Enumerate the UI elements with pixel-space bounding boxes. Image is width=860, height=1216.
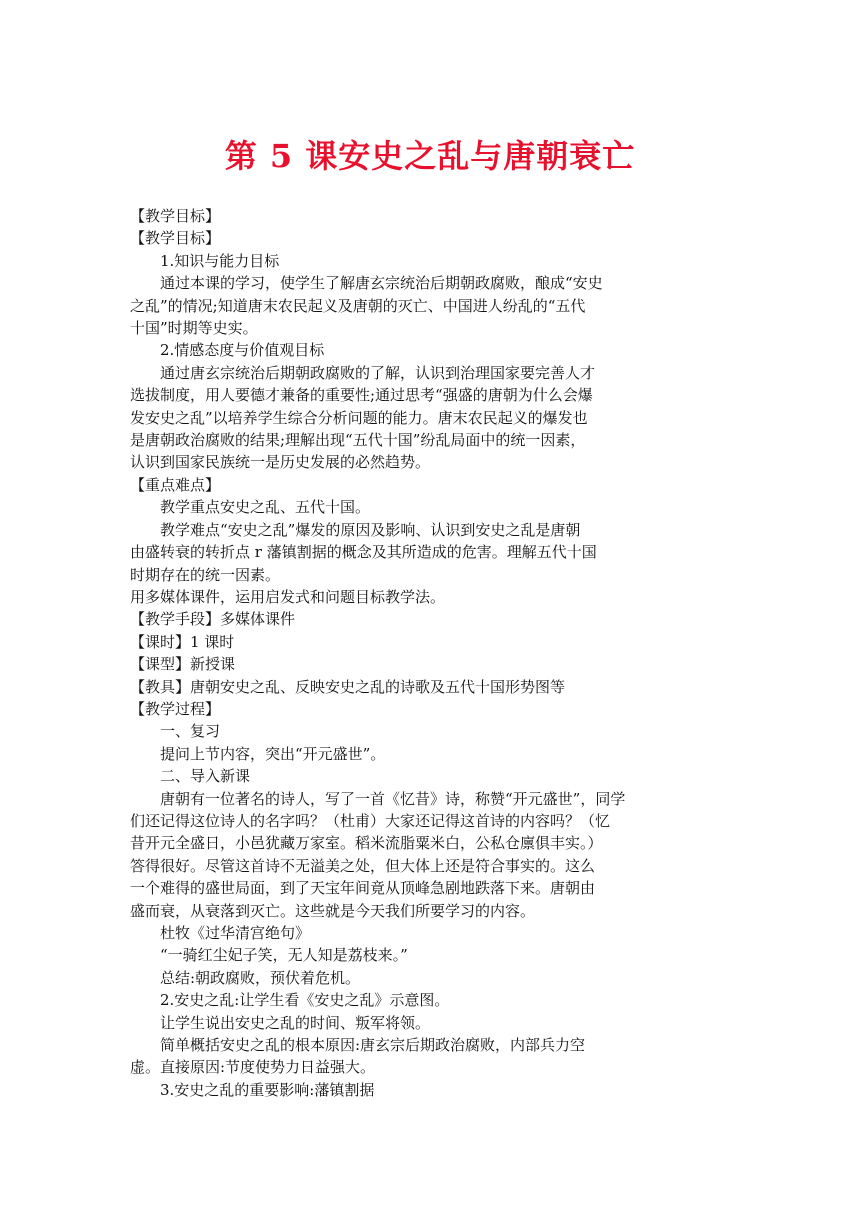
- text-line: 2.安史之乱:让学生看《安史之乱》示意图。: [160, 991, 450, 1010]
- text-line: “一骑红尘妃子笑，无人知是荔枝来。”: [160, 946, 408, 965]
- text-line: 总结:朝政腐败，预伏着危机。: [160, 968, 361, 987]
- text-line: 【教学过程】: [130, 699, 221, 718]
- text-line: 们还记得这位诗人的名字吗？（杜甫）大家还记得这首诗的内容吗？（忆: [130, 811, 611, 830]
- text-line: 十国”时期等史实。: [130, 319, 258, 338]
- text-line: 一、复习: [160, 722, 221, 741]
- text-line: 之乱”的情况;知道唐末农民起义及唐朝的灭亡、中国进人纷乱的“五代: [130, 296, 586, 315]
- text-line: 教学难点“安史之乱”爆发的原因及影响、认识到安史之乱是唐朝: [160, 520, 581, 539]
- document-body: [130, 205, 730, 1101]
- text-line: 盛而衰，从衰落到灭亡。这些就是今天我们所要学习的内容。: [130, 901, 536, 920]
- text-line: 昔开元全盛日，小邑犹藏万家室。稻米流脂粟米白，公私仓廪俱丰实。）: [130, 834, 603, 853]
- document-title: 第 5 课安史之乱与唐朝衰亡: [224, 137, 636, 175]
- text-line: 【重点难点】: [130, 475, 221, 494]
- text-line: 3.安史之乱的重要影响:藩镇割据: [160, 1080, 375, 1099]
- text-line: 让学生说出安史之乱的时间、叛军将领。: [160, 1013, 431, 1032]
- text-line: 【教学手段】多媒体课件: [130, 610, 296, 629]
- text-line: 认识到国家民族统一是历史发展的必然趋势。: [130, 453, 431, 472]
- text-line: 由盛转衰的转折点 r 藩镇割据的概念及其所造成的危害。理解五代十国: [130, 543, 597, 562]
- text-line: 【教具】唐朝安史之乱、反映安史之乱的诗歌及五代十国形势图等: [130, 677, 566, 696]
- text-line: 用多媒体课件，运用启发式和问题目标教学法。: [130, 587, 446, 606]
- text-line: 发安史之乱”以培养学生综合分析问题的能力。唐末农民起义的爆发也: [130, 408, 588, 427]
- text-line: 唐朝有一位著名的诗人，写了一首《忆昔》诗，称赞“开元盛世”，同学: [160, 789, 626, 808]
- text-line: 1.知识与能力目标: [160, 251, 280, 270]
- text-line: 提问上节内容，突出“开元盛世”。: [160, 744, 386, 763]
- text-line: 杜牧《过华清宫绝句》: [160, 924, 311, 942]
- text-line: 2.情感态度与价值观目标: [160, 341, 325, 360]
- text-line: 是唐朝政治腐败的结果;理解出现“五代十国”纷乱局面中的统一因素，: [130, 431, 586, 450]
- text-line: 二、导入新课: [160, 767, 251, 786]
- text-line: 选拔制度，用人要德才兼备的重要性;通过思考“强盛的唐朝为什么会爆: [130, 386, 593, 405]
- text-line: 答得很好。尽管这首诗不无溢美之处，但大体上还是符合事实的。这么: [130, 856, 596, 875]
- text-line: 【课型】新授课: [130, 655, 236, 674]
- text-line: 教学重点安史之乱、五代十国。: [160, 498, 371, 517]
- text-line: 【教学目标】: [130, 229, 221, 248]
- text-line: 一个难得的盛世局面，到了天宝年间竟从顶峰急剧地跌落下来。唐朝由: [130, 879, 596, 898]
- text-line: 通过唐玄宗统治后期朝政腐败的了解，认识到治理国家要完善人才: [160, 363, 596, 382]
- text-line: 通过本课的学习，使学生了解唐玄宗统治后期朝政腐败，酿成“安史: [160, 274, 603, 293]
- text-line: 【教学目标】: [130, 207, 221, 225]
- text-line: 时期存在的统一因素。: [130, 565, 281, 584]
- text-line: 简单概括安史之乱的根本原因:唐玄宗后期政治腐败，内部兵力空: [160, 1036, 586, 1055]
- text-line: 虚。直接原因:节度使势力日益强大。: [130, 1058, 376, 1077]
- text-line: 【课时】1 课时: [130, 632, 235, 651]
